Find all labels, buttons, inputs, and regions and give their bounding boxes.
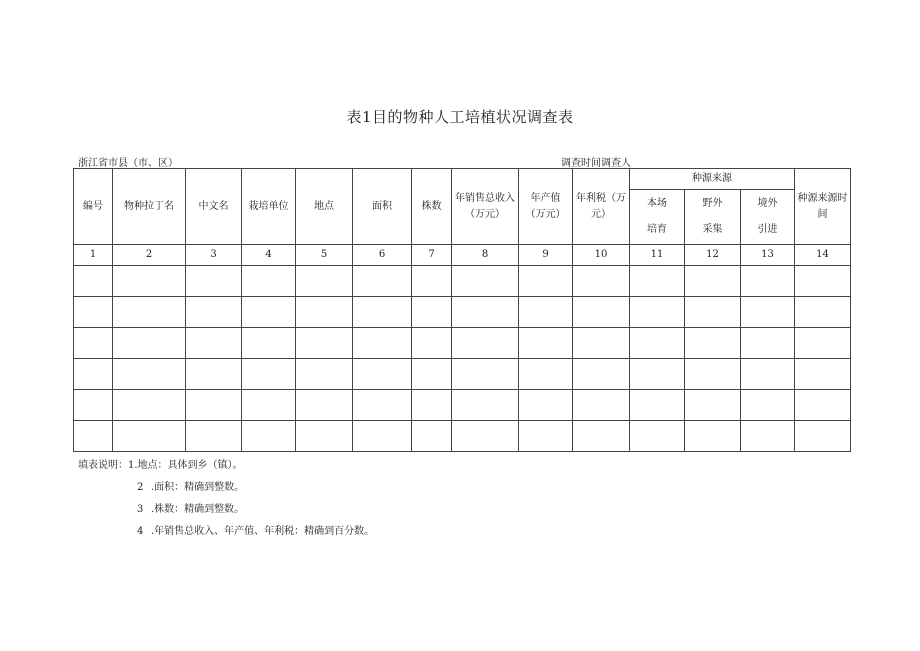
empty-cell (353, 297, 412, 328)
column-number: 3 (186, 245, 242, 266)
column-number: 9 (519, 245, 573, 266)
empty-cell (74, 297, 113, 328)
empty-cell (452, 328, 519, 359)
empty-cell (242, 266, 296, 297)
header-overseas-introduction-line1: 境外 (757, 198, 778, 209)
column-number: 6 (353, 245, 412, 266)
empty-cell (74, 421, 113, 452)
empty-cell (296, 297, 353, 328)
empty-cell (296, 359, 353, 390)
empty-cell (412, 328, 452, 359)
note-4-text: .年销售总收入、年产值、年利税：精确到百分数。 (151, 526, 375, 537)
table-title: 表1目的物种人工培植状况调查表 (346, 108, 574, 126)
header-chinese-name: 中文名 (186, 169, 242, 245)
empty-cell (242, 421, 296, 452)
header-seed-source-time-line2: 间 (817, 208, 828, 220)
empty-cell (452, 421, 519, 452)
empty-cell (630, 266, 685, 297)
note-4-number: 4 (137, 526, 144, 537)
empty-cell (573, 390, 630, 421)
empty-cell (741, 297, 795, 328)
empty-cell (573, 421, 630, 452)
empty-cell (74, 359, 113, 390)
table-row (74, 297, 851, 328)
empty-cell (242, 390, 296, 421)
empty-cell (186, 328, 242, 359)
note-2-number: 2 (137, 482, 144, 493)
header-local-breeding-line2: 培育 (647, 224, 667, 235)
note-2-text: .面积：精确到整数。 (151, 482, 245, 493)
survey-table (73, 168, 851, 452)
empty-cell (573, 266, 630, 297)
empty-cell (685, 359, 741, 390)
empty-cell (186, 359, 242, 390)
empty-cell (741, 359, 795, 390)
header-annual-tax (573, 169, 630, 245)
empty-cell (795, 328, 851, 359)
empty-cell (242, 328, 296, 359)
empty-cell (353, 390, 412, 421)
column-number: 5 (296, 245, 353, 266)
empty-cell (353, 266, 412, 297)
header-latin-name: 物种拉丁名 (113, 169, 186, 245)
empty-cell (353, 421, 412, 452)
empty-cell (685, 266, 741, 297)
header-seed-source-time-line1: 种源来源时 (797, 192, 848, 204)
empty-cell (113, 359, 186, 390)
header-seed-source-group: 种源来源 (630, 169, 795, 190)
empty-cell (186, 421, 242, 452)
empty-cell (113, 390, 186, 421)
note-3 (137, 500, 244, 515)
empty-cell (353, 328, 412, 359)
header-annual-output (519, 169, 573, 245)
empty-cell (630, 390, 685, 421)
empty-cell (452, 390, 519, 421)
empty-cell (630, 421, 685, 452)
header-local-breeding (630, 190, 685, 245)
empty-cell (685, 297, 741, 328)
data-rows (74, 266, 851, 452)
empty-cell (113, 297, 186, 328)
table-row (74, 421, 851, 452)
column-number-row (74, 245, 851, 266)
empty-cell (412, 421, 452, 452)
table-row (74, 390, 851, 421)
column-number: 8 (452, 245, 519, 266)
table-row (74, 328, 851, 359)
empty-cell (795, 359, 851, 390)
empty-cell (186, 266, 242, 297)
empty-cell (630, 328, 685, 359)
empty-cell (795, 421, 851, 452)
header-plant-count: 株数 (412, 169, 452, 245)
header-annual-tax-line1: 年利税（万 (576, 192, 626, 204)
empty-cell (519, 390, 573, 421)
empty-cell (186, 297, 242, 328)
header-annual-output-line2: （万元） (525, 208, 566, 220)
column-number: 2 (113, 245, 186, 266)
header-annual-tax-line2: 元） (591, 208, 611, 220)
empty-cell (685, 328, 741, 359)
empty-cell (74, 266, 113, 297)
empty-cell (353, 359, 412, 390)
empty-cell (573, 297, 630, 328)
empty-cell (296, 421, 353, 452)
note-3-text: .株数：精确到整数。 (151, 504, 245, 515)
empty-cell (741, 266, 795, 297)
header-overseas-introduction-line2: 引进 (757, 224, 778, 235)
empty-cell (452, 359, 519, 390)
note-2 (137, 478, 244, 493)
empty-cell (296, 266, 353, 297)
empty-cell (186, 390, 242, 421)
header-number: 编号 (74, 169, 113, 245)
empty-cell (741, 328, 795, 359)
empty-cell (795, 297, 851, 328)
survey-time-surveyor-line: 调查时间调查人 (561, 158, 631, 169)
header-local-breeding-line1: 本场 (647, 198, 667, 209)
note-4 (137, 522, 374, 537)
column-number: 11 (630, 245, 685, 266)
header-annual-sales (452, 169, 519, 245)
header-overseas-introduction (741, 190, 795, 245)
empty-cell (452, 297, 519, 328)
empty-cell (296, 328, 353, 359)
empty-cell (74, 390, 113, 421)
column-number: 14 (795, 245, 851, 266)
empty-cell (741, 390, 795, 421)
header-seed-source-time (795, 169, 851, 245)
header-location: 地点 (296, 169, 353, 245)
empty-cell (795, 266, 851, 297)
column-number: 13 (741, 245, 795, 266)
empty-cell (685, 421, 741, 452)
table-row (74, 266, 851, 297)
header-annual-sales-line2: （万元） (465, 208, 505, 220)
header-wild-collection (685, 190, 741, 245)
empty-cell (452, 266, 519, 297)
empty-cell (412, 390, 452, 421)
header-wild-collection-line1: 野外 (702, 198, 723, 209)
empty-cell (412, 266, 452, 297)
empty-cell (296, 390, 353, 421)
empty-cell (519, 266, 573, 297)
empty-cell (630, 359, 685, 390)
empty-cell (519, 421, 573, 452)
empty-cell (573, 359, 630, 390)
column-number: 1 (74, 245, 113, 266)
empty-cell (519, 359, 573, 390)
table-row (74, 359, 851, 390)
empty-cell (113, 266, 186, 297)
empty-cell (412, 297, 452, 328)
column-number: 10 (573, 245, 630, 266)
note-3-number: 3 (137, 504, 144, 515)
column-number: 12 (685, 245, 741, 266)
location-line: 浙江省市县（市、区） (78, 158, 178, 169)
column-number: 4 (242, 245, 296, 266)
empty-cell (795, 390, 851, 421)
empty-cell (630, 297, 685, 328)
empty-cell (741, 421, 795, 452)
note-1: 填表说明：1.地点：具体到乡（镇）。 (78, 460, 243, 471)
empty-cell (519, 328, 573, 359)
empty-cell (412, 359, 452, 390)
header-area: 面积 (353, 169, 412, 245)
empty-cell (519, 297, 573, 328)
header-annual-output-line1: 年产值 (530, 192, 561, 204)
empty-cell (573, 328, 630, 359)
empty-cell (242, 297, 296, 328)
header-wild-collection-line2: 采集 (702, 224, 723, 235)
column-number: 7 (412, 245, 452, 266)
header-annual-sales-line1: 年销售总收入 (455, 192, 515, 204)
empty-cell (74, 328, 113, 359)
header-row-top (74, 169, 851, 190)
empty-cell (242, 359, 296, 390)
empty-cell (113, 421, 186, 452)
empty-cell (685, 390, 741, 421)
empty-cell (113, 328, 186, 359)
header-cultivation-unit: 栽培单位 (242, 169, 296, 245)
